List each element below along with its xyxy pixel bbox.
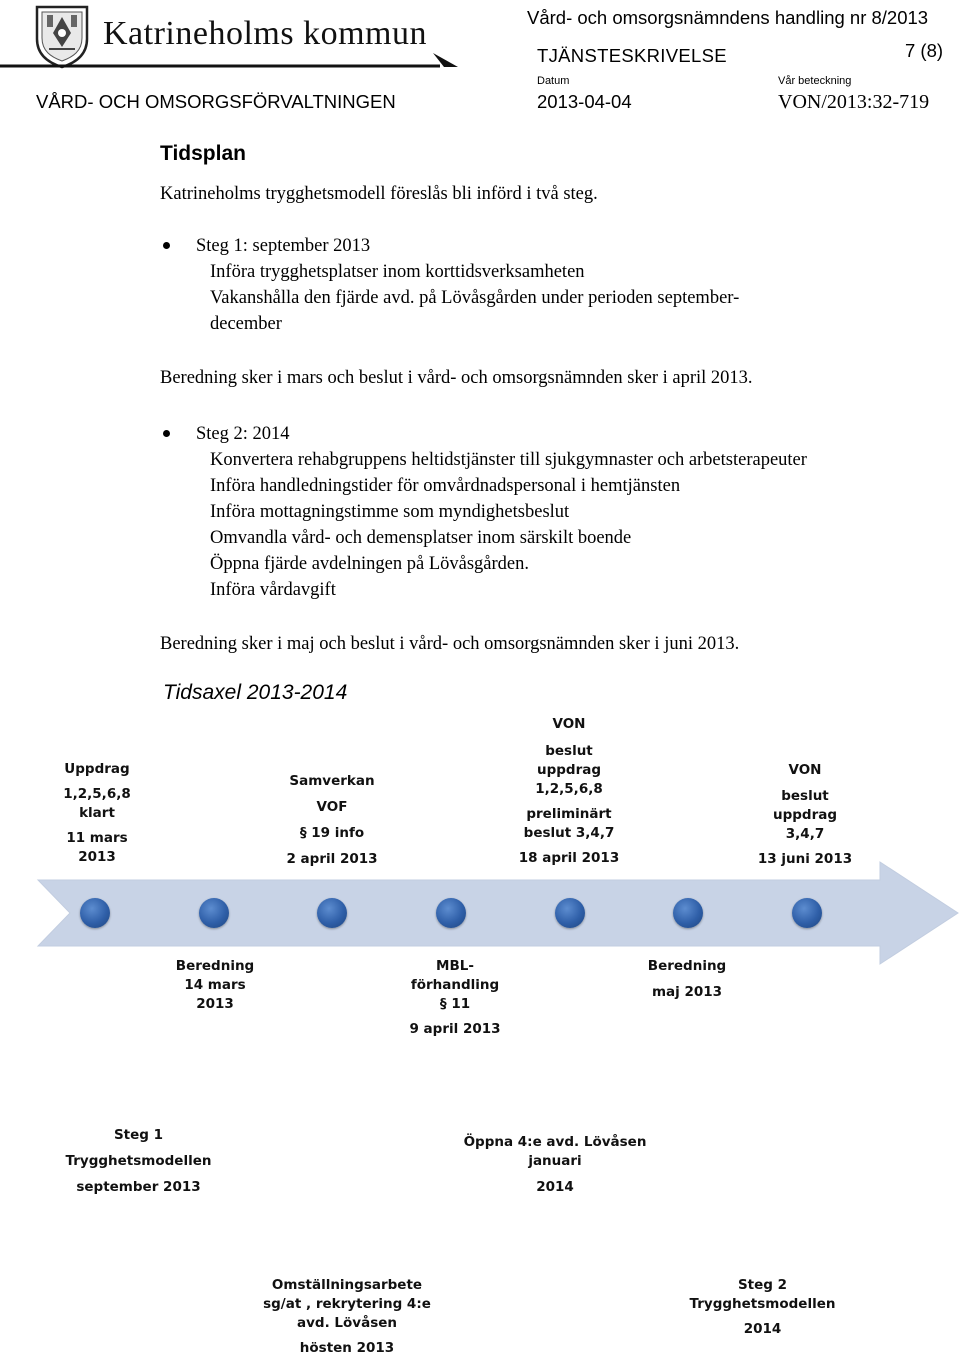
steg1-title: Steg 1: september 2013 xyxy=(196,236,371,256)
label-line: Trygghetsmodellen xyxy=(689,1296,836,1312)
steg2-title: Steg 2: 2014 xyxy=(196,424,290,444)
label-line: Steg 2 xyxy=(737,1277,788,1293)
label-line: Uppdrag xyxy=(64,761,130,777)
label-line: januari xyxy=(528,1153,582,1169)
label-line: uppdrag xyxy=(536,762,602,778)
label-line: beslut 3,4,7 xyxy=(523,825,615,841)
milestone-label xyxy=(494,715,644,868)
section-heading: Tidsplan xyxy=(160,142,246,165)
handling-title: Vård- och omsorgsnämndens handling nr 8/2013 xyxy=(527,7,929,28)
label-line: Steg 1 xyxy=(113,1127,164,1143)
label-line: Omställningsarbete xyxy=(271,1277,423,1293)
steg2-line: Konvertera rehabgruppens heltidstjänster till sjukgymnaster och arbetsterapeuter xyxy=(210,450,807,470)
intro-paragraph: Katrineholms trygghetsmodell föreslås bli införd i två steg. xyxy=(160,184,598,204)
timeline-dot xyxy=(792,898,822,928)
label-line: Trygghetsmodellen xyxy=(65,1153,212,1169)
milestone-label xyxy=(680,1276,845,1339)
label-line: maj 2013 xyxy=(651,984,723,1000)
timeline-dot xyxy=(199,898,229,928)
doc-type: TJÄNSTESKRIVELSE xyxy=(537,45,727,66)
label-line: VON xyxy=(552,716,586,732)
milestone-label xyxy=(460,1133,650,1197)
department: VÅRD- OCH OMSORGSFÖRVALTNINGEN xyxy=(36,91,396,112)
label-line: 3,4,7 xyxy=(785,826,825,842)
label-line: preliminärt xyxy=(526,806,612,822)
header xyxy=(0,0,960,120)
header-rule xyxy=(0,50,470,70)
label-line: 2014 xyxy=(743,1321,782,1337)
milestone-label xyxy=(155,957,275,1014)
label-line: 18 april 2013 xyxy=(518,850,620,866)
steg2-line: Införa handledningstider för omvårdnadspersonal i hemtjänsten xyxy=(210,476,681,496)
label-line: 1,2,5,6,8 xyxy=(535,781,603,797)
timeline-dot xyxy=(317,898,347,928)
steg2-line: Införa mottagningstimme som myndighetsbeslut xyxy=(210,502,570,522)
steg1-beredning: Beredning sker i mars och beslut i vård- och omsorgsnämnden sker i april 2013. xyxy=(160,368,753,388)
steg1-line: Införa trygghetsplatser inom korttidsverksamheten xyxy=(210,262,585,282)
label-line: beslut xyxy=(781,788,829,804)
label-line: Samverkan xyxy=(289,773,375,789)
milestone-label xyxy=(627,957,747,1002)
steg2-line: Omvandla vård- och demensplatser inom särskilt boende xyxy=(210,528,632,548)
milestone-label xyxy=(262,772,402,869)
steg1-line: Vakanshålla den fjärde avd. på Lövåsgården under perioden september- xyxy=(210,288,740,308)
label-line: 2014 xyxy=(536,1179,574,1195)
label-line: VON xyxy=(788,762,822,778)
org-logo: Katrineholms kommun xyxy=(103,15,427,52)
milestone-label xyxy=(735,761,875,869)
label-line: 2 april 2013 xyxy=(286,851,378,867)
bullet-steg1 xyxy=(163,242,170,249)
label-line: § 19 info xyxy=(299,825,365,841)
label-line: september 2013 xyxy=(76,1179,201,1195)
milestone-label xyxy=(56,1126,221,1197)
timeline-title: Tidsaxel 2013-2014 xyxy=(163,681,348,704)
label-line: 14 mars xyxy=(184,977,246,993)
label-line: avd. Lövåsen xyxy=(297,1315,397,1331)
steg1-line: december xyxy=(210,314,282,334)
label-line: VOF xyxy=(316,799,348,815)
label-line: Beredning xyxy=(175,958,255,974)
steg2-line: Öppna fjärde avdelningen på Lövåsgården. xyxy=(210,554,529,574)
label-line: MBL- xyxy=(436,958,474,974)
label-line: klart xyxy=(79,805,115,821)
label-line: Öppna 4:e avd. Lövåsen xyxy=(463,1134,647,1150)
label-line: sg/at , rekrytering 4:e xyxy=(263,1296,431,1312)
milestone-label xyxy=(385,957,525,1039)
page-number: 7 (8) xyxy=(905,40,944,61)
label-line: 2013 xyxy=(196,996,234,1012)
steg2-line: Införa vårdavgift xyxy=(210,580,336,600)
timeline-dot xyxy=(80,898,110,928)
label-line: 2013 xyxy=(78,849,116,865)
milestone-label xyxy=(37,760,157,867)
label-line: § 11 xyxy=(439,996,471,1012)
label-line: beslut xyxy=(545,743,593,759)
label-line: 9 april 2013 xyxy=(409,1021,501,1037)
timeline-dot xyxy=(673,898,703,928)
timeline-dot xyxy=(436,898,466,928)
date-value: 2013-04-04 xyxy=(537,91,632,112)
label-line: Beredning xyxy=(647,958,727,974)
label-line: uppdrag xyxy=(772,807,838,823)
label-line: 13 juni 2013 xyxy=(757,851,853,867)
ref-label: Vår beteckning xyxy=(778,75,852,87)
bullet-steg2 xyxy=(163,430,170,437)
steg2-beredning: Beredning sker i maj och beslut i vård- och omsorgsnämnden sker i juni 2013. xyxy=(160,634,740,654)
milestone-label xyxy=(257,1276,437,1358)
label-line: 11 mars xyxy=(66,830,128,846)
label-line: hösten 2013 xyxy=(299,1340,395,1356)
ref-value: VON/2013:32-719 xyxy=(778,91,930,113)
date-label: Datum xyxy=(537,75,570,87)
label-line: 1,2,5,6,8 xyxy=(63,786,131,802)
timeline-dot xyxy=(555,898,585,928)
label-line: förhandling xyxy=(410,977,500,993)
